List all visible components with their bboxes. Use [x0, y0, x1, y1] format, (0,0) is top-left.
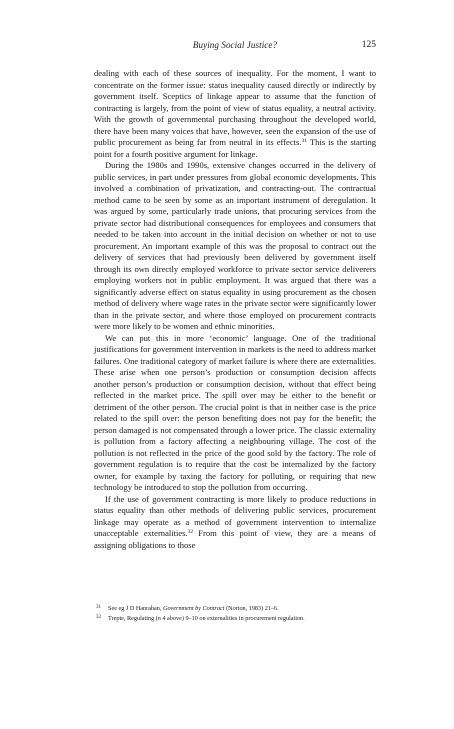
footnote-31: [94, 604, 376, 614]
paragraph-3: We can put this in more ‘economic’ language. One of the traditional justifications for government intervention in markets is the need to address market failures. One traditional category of market failure is where there are externalities. These arise when one person’s production or consumption decision affects another person’s production or consumption decision, without that effect being reflected in the market price. The spill over may be either to the benefit or detriment of the other person. The crucial point is that in neither case is the price related to the spill over: the person benefiting does not pay for the benefit; the person damaged is not compensated through a lower price. The classic externality is pollution from a factory affecting a neighbouring village. The cost of the pollution is not reflected in the price of the good sold by the factory. The role of government regulation is to require that the cost be internalized by the factory owner, for example by taxing the factory for polluting, or requiring that new technology be introduced to stop the pollution from occurring.: [94, 332, 376, 492]
footnote-32: [94, 614, 376, 624]
paragraph-1: [94, 68, 376, 160]
footnote-number: 32: [96, 615, 101, 620]
paragraph-1-text: dealing with each of these sources of inequality. For the moment, I want to concentrate on the former issue: status inequality caused directly or indirectly by government itself. Sceptics of linkage appear to assume that the function of contracting is largely, from the point of view of status equality, a neutral activity. With the growth of governmental purchasing throughout the developed world, there have been many voices that have, however, seen the expansion of the use of public procurement as being far from neutral in its effects.: [94, 68, 376, 147]
paragraph-4-text-cont: From this point of view, they are a means of assigning obligations to those: [94, 528, 376, 550]
paragraph-2: During the 1980s and 1990s, extensive changes occurred in the delivery of public services, in part under pressures from global economic developments. This involved a combination of privatization, and contracting-out. The contractual method came to be seen by some as an important instrument of deregulation. It was argued by some, particularly trade unions, that procuring services from the private sector had distributional consequences for employees and consumers that needed to be taken into account in the initial decision on whether or not to use procurement. An important example of this was the proposal to contract out the delivery of services that had previously been delivered by government itself through its own directly employed workforce to private sector service deliverers employing workers not in public employment. It was argued that there was a significantly adverse effect on status equality in using procurement as the chosen method of delivery where wage rates in the private sector were significantly lower than in the private sector, and where those employed on procurement contracts were more likely to be women and ethnic minorities.: [94, 160, 376, 331]
page-header: [94, 40, 376, 54]
footnote-text: Trepte, Regulating (n 4 above) 9–10 on externalities in procurement regulation.: [108, 615, 305, 622]
footnote-ref-31: 31: [301, 138, 307, 144]
footnote-title-italic: Government by Contract: [162, 605, 225, 612]
footnote-text: See eg J D Hanrahan,: [108, 605, 163, 612]
footnote-text-cont: (Norton, 1983) 21–6.: [224, 605, 279, 612]
page-number: 125: [361, 40, 376, 50]
running-title: Buying Social Justice?: [192, 40, 278, 50]
paragraph-1-text-cont: This is the starting point for a fourth positive argument for linkage.: [94, 137, 376, 159]
footnotes: [94, 604, 376, 624]
footnote-ref-32: 32: [187, 529, 194, 535]
paragraph-4: [94, 494, 376, 552]
footnote-number: 31: [96, 605, 101, 610]
paragraph-4-text: If the use of government contracting is more likely to produce reductions in status equality than other methods of delivering public services, procurement linkage may operate as a method of government intervention to internalize unacceptable externalities.: [94, 493, 376, 538]
body-text: [94, 68, 376, 551]
